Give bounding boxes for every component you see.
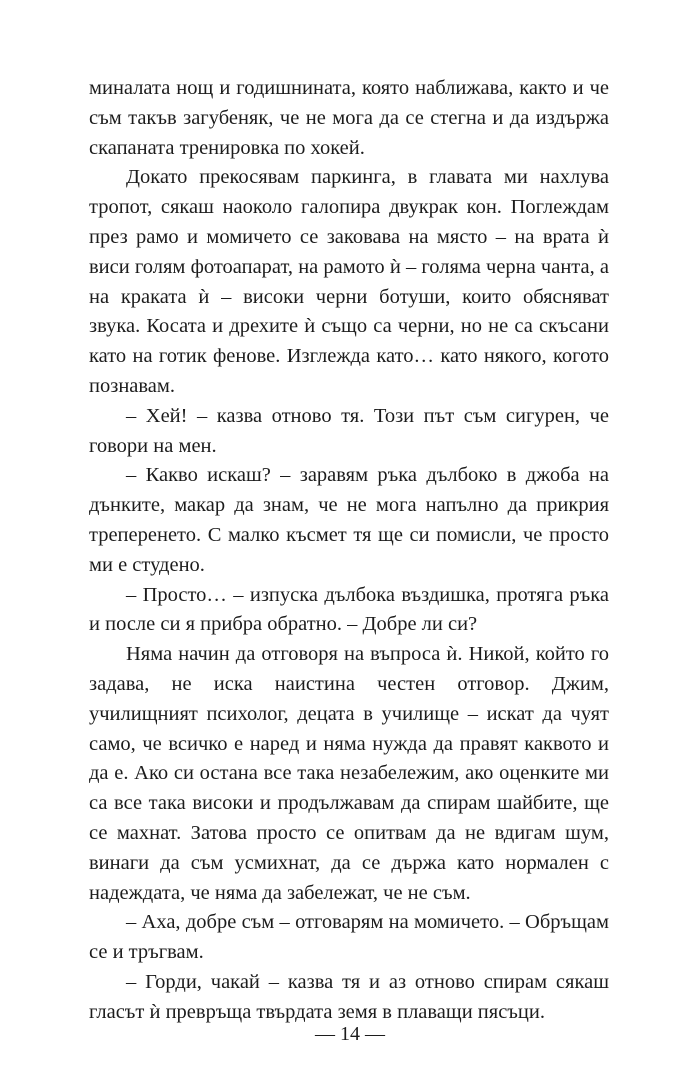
paragraph: Няма начин да отговоря на въпроса ѝ. Никой, който го задава, не иска наистина честен отговор. Джим, училищният психолог, децата в училище – искат да чуят само, че всичко е наред и няма нужда да правят каквото и да е. Ако си остана все така незабележим, ако оценките ми са все така високи и продължавам да спирам шайбите, ще се махнат. Затова просто се опитвам да не вдигам шум, винаги да съм усмихнат, да се държа като нормален с надеждата, че няма да забележат, че не съм. (89, 643, 609, 904)
paragraph: – Просто… – изпуска дълбока въздишка, протяга ръка и после си я прибра обратно. – Добре ли си? (89, 583, 609, 636)
paragraph: – Хей! – казва отново тя. Този път съм сигурен, че говори на мен. (89, 404, 609, 457)
paragraph: – Аха, добре съм – отговарям на момичето. – Обръщам се и тръгвам. (89, 911, 609, 964)
paragraph: Докато прекосявам паркинга, в главата ми нахлува тропот, сякаш наоколо галопира двукрак кон. Поглеждам през рамо и момичето се заковава на място – на врата ѝ виси голям фотоапарат, на рамото ѝ – голяма черна чанта, а на краката ѝ – високи черни ботуши, които обясняват звука. Косата и дрехите ѝ също са черни, но не са скъсани като на готик фенове. Изглежда като… като някого, когото познавам. (89, 166, 609, 397)
paragraph: – Какво искаш? – заравям ръка дълбоко в джоба на дънките, макар да знам, че не мога напълно да прикрия треперенето. С малко късмет тя ще си помисли, че просто ми е студено. (89, 464, 609, 576)
body-text (89, 74, 609, 1028)
paragraph: – Горди, чакай – казва тя и аз отново спирам сякаш гласът ѝ превръща твърдата земя в плаващи пясъци. (89, 970, 609, 1023)
page-number: — 14 — (315, 1023, 385, 1045)
paragraph-continuation: миналата нощ и годишнината, която наближава, както и че съм такъв загубеняк, че не мога да се стегна и да издържа скапаната тренировка по хокей. (89, 77, 609, 159)
